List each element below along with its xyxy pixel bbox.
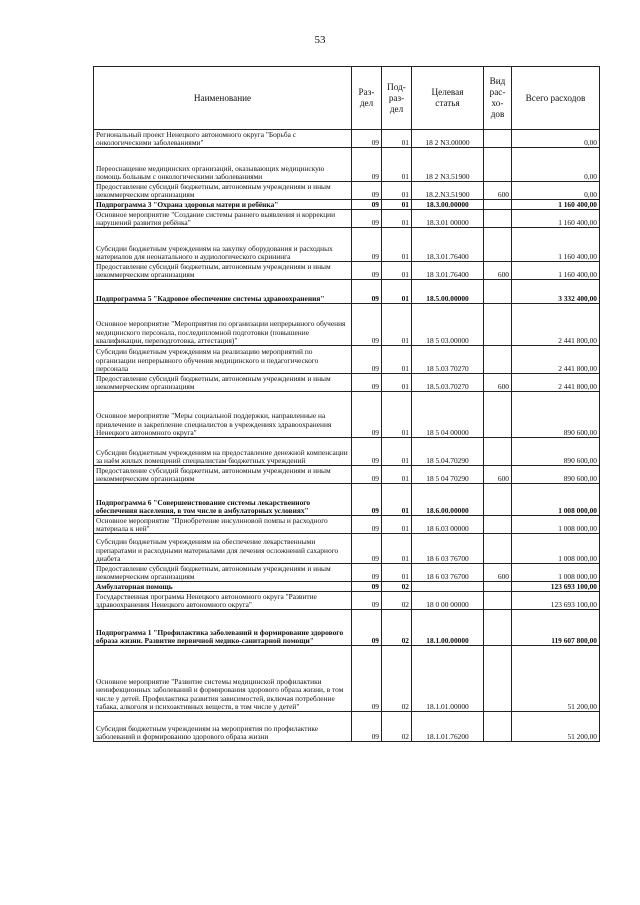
row-expense-type xyxy=(484,592,512,610)
row-name: Предоставление субсидий бюджетным, автономным учреждениям и иным некоммерческим организациям xyxy=(94,466,352,484)
table-row xyxy=(94,564,600,582)
row-name: Субсидии бюджетным учреждениям на обеспечение лекарственными препаратами и расходными материалами для лечения осложнений сахарного диабета xyxy=(94,534,352,564)
row-expense-type xyxy=(484,516,512,534)
row-target: 18.3.01 00000 xyxy=(412,210,484,228)
row-subsection: 01 xyxy=(382,392,412,438)
header-section: Раз- дел xyxy=(352,67,382,130)
row-section: 09 xyxy=(352,438,382,466)
row-total: 890 600,00 xyxy=(512,466,600,484)
row-section: 09 xyxy=(352,646,382,712)
table-body xyxy=(94,130,600,742)
row-name: Переоснащение медицинских организаций, оказывающих медицинскую помощь больным с онкологическими заболеваниями xyxy=(94,148,352,182)
row-section: 09 xyxy=(352,582,382,592)
row-total: 51 200,00 xyxy=(512,712,600,742)
table-row xyxy=(94,346,600,374)
row-section: 09 xyxy=(352,392,382,438)
row-name: Субсидии бюджетным учреждениям на реализацию мероприятий по организации непрерывного обучения медицинского и педагогического персонала xyxy=(94,346,352,374)
row-target: 18.1.01.76200 xyxy=(412,712,484,742)
row-target: 18.5.03.70270 xyxy=(412,374,484,392)
row-name: Предоставление субсидий бюджетным, автономным учреждениям и иным некоммерческим организациям xyxy=(94,182,352,200)
table-row xyxy=(94,610,600,646)
table-row xyxy=(94,304,600,346)
row-subsection: 01 xyxy=(382,228,412,262)
header-total: Всего расходов xyxy=(512,67,600,130)
header-expense-type: Вид рас- хо- дов xyxy=(484,67,512,130)
row-total: 890 600,00 xyxy=(512,438,600,466)
row-total: 119 607 800,00 xyxy=(512,610,600,646)
row-name: Предоставление субсидий бюджетным, автономным учреждениям и иным некоммерческим организациям xyxy=(94,374,352,392)
row-expense-type xyxy=(484,210,512,228)
row-name: Подпрограмма 6 "Совершенствование системы лекарственного обеспечения населения, в том числе в амбулаторных условиях" xyxy=(94,484,352,516)
table-row xyxy=(94,582,600,592)
row-section: 09 xyxy=(352,484,382,516)
row-section: 09 xyxy=(352,564,382,582)
row-expense-type xyxy=(484,610,512,646)
table-header-row xyxy=(94,67,600,130)
row-name: Амбулаторная помощь xyxy=(94,582,352,592)
row-name: Подпрограмма 5 "Кадровое обеспечение системы здравоохранения" xyxy=(94,280,352,304)
row-expense-type xyxy=(484,200,512,210)
row-section: 09 xyxy=(352,304,382,346)
row-section: 09 xyxy=(352,280,382,304)
row-total: 0,00 xyxy=(512,182,600,200)
table-row xyxy=(94,438,600,466)
row-total: 1 160 400,00 xyxy=(512,228,600,262)
table-row xyxy=(94,712,600,742)
row-total: 2 441 800,00 xyxy=(512,304,600,346)
row-subsection: 01 xyxy=(382,130,412,148)
row-total: 123 693 100,00 xyxy=(512,592,600,610)
row-name: Основное мероприятие "Создание системы раннего выявления и коррекции нарушений развития ребёнка" xyxy=(94,210,352,228)
row-subsection: 01 xyxy=(382,374,412,392)
row-subsection: 01 xyxy=(382,438,412,466)
row-total: 3 332 400,00 xyxy=(512,280,600,304)
row-subsection: 01 xyxy=(382,182,412,200)
row-subsection: 02 xyxy=(382,582,412,592)
row-expense-type: 600 xyxy=(484,374,512,392)
row-subsection: 01 xyxy=(382,516,412,534)
row-subsection: 02 xyxy=(382,646,412,712)
row-total: 1 160 400,00 xyxy=(512,200,600,210)
row-expense-type: 600 xyxy=(484,182,512,200)
row-subsection: 01 xyxy=(382,148,412,182)
header-name: Наименование xyxy=(94,67,352,130)
row-name: Основное мероприятие "Развитие системы медицинской профилактики неинфекционных заболеваний и формирования здорового образа жизни, в том числе у детей. Профилактика развития зависимостей, включая потребление табака, алкоголя и психоактивных веществ, в том числе у детей" xyxy=(94,646,352,712)
table-row xyxy=(94,280,600,304)
row-expense-type xyxy=(484,130,512,148)
row-expense-type xyxy=(484,438,512,466)
row-subsection: 02 xyxy=(382,610,412,646)
row-expense-type xyxy=(484,484,512,516)
row-section: 09 xyxy=(352,534,382,564)
row-section: 09 xyxy=(352,712,382,742)
row-subsection: 01 xyxy=(382,280,412,304)
row-target: 18 5.04.70290 xyxy=(412,438,484,466)
table-row xyxy=(94,182,600,200)
row-target: 18.1.01.00000 xyxy=(412,646,484,712)
row-total: 1 160 400,00 xyxy=(512,262,600,280)
row-total: 51 200,00 xyxy=(512,646,600,712)
row-total: 890 600,00 xyxy=(512,392,600,438)
table-row xyxy=(94,646,600,712)
row-subsection: 01 xyxy=(382,304,412,346)
row-target: 18 6 03 76700 xyxy=(412,534,484,564)
row-target: 18 3.01.76400 xyxy=(412,262,484,280)
row-expense-type xyxy=(484,346,512,374)
table-row xyxy=(94,392,600,438)
row-expense-type xyxy=(484,392,512,438)
row-subsection: 01 xyxy=(382,346,412,374)
row-target: 18.3.01.76400 xyxy=(412,228,484,262)
row-target: 18 6 03 76700 xyxy=(412,564,484,582)
row-target: 18 5 04 70290 xyxy=(412,466,484,484)
row-total: 2 441 800,00 xyxy=(512,374,600,392)
row-expense-type xyxy=(484,712,512,742)
page-number: 53 xyxy=(314,34,326,46)
row-name: Субсидии бюджетным учреждениям на закупку оборудования и расходных материалов для неонатального и аудиологического скрининга xyxy=(94,228,352,262)
row-total: 0,00 xyxy=(512,130,600,148)
row-expense-type xyxy=(484,280,512,304)
table-row xyxy=(94,534,600,564)
row-subsection: 02 xyxy=(382,592,412,610)
row-subsection: 02 xyxy=(382,712,412,742)
row-name: Основное мероприятие "Приобретение инсулиновой помпы и расходного материала к ней" xyxy=(94,516,352,534)
table-row xyxy=(94,200,600,210)
row-name: Основное мероприятие "Меры социальной поддержки, направленные на привлечение и закрепление специалистов в учреждениях здравоохранения Ненецкого автономного округа" xyxy=(94,392,352,438)
row-expense-type xyxy=(484,646,512,712)
row-name: Основное мероприятие "Мероприятия по организации непрерывного обучения медицинского персонала, последипломной подготовки (повышение квалификации, переподготовка, аттестация)" xyxy=(94,304,352,346)
header-target: Целевая статья xyxy=(412,67,484,130)
row-expense-type: 600 xyxy=(484,466,512,484)
row-name: Предоставление субсидий бюджетным, автономным учреждениям и иным некоммерческим организациям xyxy=(94,262,352,280)
row-expense-type: 600 xyxy=(484,262,512,280)
row-target: 18 5 03.00000 xyxy=(412,304,484,346)
row-section: 09 xyxy=(352,130,382,148)
row-section: 09 xyxy=(352,182,382,200)
table-row xyxy=(94,130,600,148)
row-subsection: 01 xyxy=(382,534,412,564)
row-subsection: 01 xyxy=(382,262,412,280)
row-total: 2 441 800,00 xyxy=(512,346,600,374)
row-total: 0,00 xyxy=(512,148,600,182)
row-section: 09 xyxy=(352,210,382,228)
header-subsection: Под- раз- дел xyxy=(382,67,412,130)
row-total: 1 008 000,00 xyxy=(512,564,600,582)
row-target: 18.1.00.00000 xyxy=(412,610,484,646)
row-total: 1 008 000,00 xyxy=(512,484,600,516)
row-expense-type xyxy=(484,228,512,262)
row-total: 1 160 400,00 xyxy=(512,210,600,228)
row-expense-type xyxy=(484,582,512,592)
row-target: 18.6.00.00000 xyxy=(412,484,484,516)
row-target: 18.2.N3.51900 xyxy=(412,182,484,200)
table-row xyxy=(94,228,600,262)
row-name: Подпрограмма 1 "Профилактика заболеваний и формирование здорового образа жизни. Развитие первичной медико-санитарной помощи" xyxy=(94,610,352,646)
row-section: 09 xyxy=(352,516,382,534)
table-row xyxy=(94,262,600,280)
row-section: 09 xyxy=(352,148,382,182)
row-expense-type: 600 xyxy=(484,564,512,582)
row-expense-type xyxy=(484,148,512,182)
budget-table xyxy=(93,66,600,742)
row-name: Субсидия бюджетным учреждениям на мероприятия по профилактике заболеваний и формированию здорового образа жизни xyxy=(94,712,352,742)
row-subsection: 01 xyxy=(382,484,412,516)
table-row xyxy=(94,592,600,610)
row-subsection: 01 xyxy=(382,564,412,582)
row-target: 18.5.00.00000 xyxy=(412,280,484,304)
row-section: 09 xyxy=(352,200,382,210)
row-expense-type xyxy=(484,534,512,564)
row-target xyxy=(412,582,484,592)
row-name: Предоставление субсидий бюджетным, автономным учреждениям и иным некоммерческим организациям xyxy=(94,564,352,582)
row-total: 123 693 100,00 xyxy=(512,582,600,592)
row-target: 18 6.03 00000 xyxy=(412,516,484,534)
row-total: 1 008 000,00 xyxy=(512,516,600,534)
row-total: 1 008 000,00 xyxy=(512,534,600,564)
row-section: 09 xyxy=(352,262,382,280)
row-expense-type xyxy=(484,304,512,346)
row-section: 09 xyxy=(352,466,382,484)
row-name: Подпрограмма 3 "Охрана здоровья матери и ребёнка" xyxy=(94,200,352,210)
table-row xyxy=(94,516,600,534)
row-name: Субсидии бюджетным учреждениям на предоставление денежной компенсации за наём жилых помещений специалистам бюджетных учреждений xyxy=(94,438,352,466)
row-section: 09 xyxy=(352,346,382,374)
row-section: 09 xyxy=(352,228,382,262)
table-row xyxy=(94,148,600,182)
row-target: 18 5 04 00000 xyxy=(412,392,484,438)
row-section: 09 xyxy=(352,610,382,646)
row-target: 18 5.03 70270 xyxy=(412,346,484,374)
row-name: Государственная программа Ненецкого автономного округа "Развитие здравоохранения Ненецкого автономного округа" xyxy=(94,592,352,610)
row-subsection: 01 xyxy=(382,200,412,210)
row-name: Региональный проект Ненецкого автономного округа "Борьба с онкологическими заболеваниями" xyxy=(94,130,352,148)
row-target: 18 2 N3.51900 xyxy=(412,148,484,182)
table-row xyxy=(94,466,600,484)
row-target: 18 0 00 00000 xyxy=(412,592,484,610)
table-row xyxy=(94,484,600,516)
table-row xyxy=(94,374,600,392)
row-section: 09 xyxy=(352,592,382,610)
row-subsection: 01 xyxy=(382,466,412,484)
table-row xyxy=(94,210,600,228)
row-section: 09 xyxy=(352,374,382,392)
row-target: 18.3.00.00000 xyxy=(412,200,484,210)
row-target: 18 2 N3.00000 xyxy=(412,130,484,148)
row-subsection: 01 xyxy=(382,210,412,228)
